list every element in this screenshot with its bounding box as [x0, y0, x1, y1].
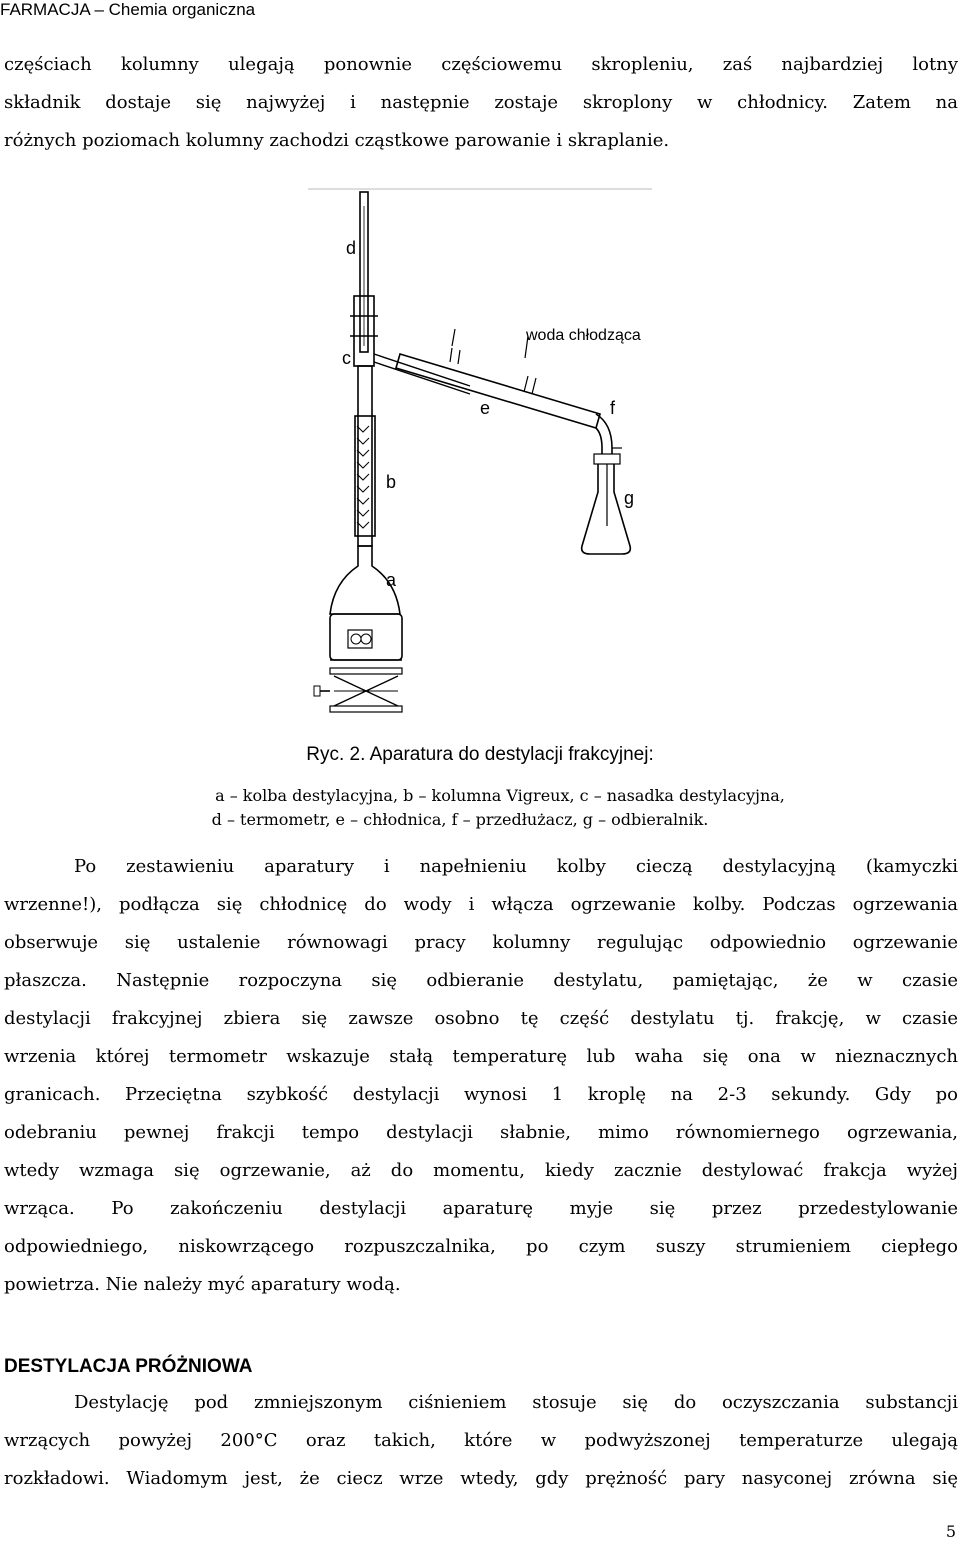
section-line-3: rozkładowi. Wiadomym jest, że ciecz wrze wtedy, gdy prężność pary nasyconej zrówna się [4, 1468, 958, 1489]
body-line-6: wrzenia której termometr wskazuje stałą temperaturę lub waha się ona w nieznacznych [4, 1046, 958, 1067]
label-c: c [342, 348, 351, 368]
body-line-11: odpowiedniego, niskowrzącego rozpuszczalnika, po czym suszy strumieniem ciepłego [4, 1236, 958, 1257]
label-d: d [346, 238, 357, 258]
body-line-2: wrzenne!), podłącza się chłodnicę do wody i włącza ogrzewanie kolby. Podczas ogrzewania [4, 894, 958, 915]
condenser [396, 354, 600, 428]
figure-caption-title: Ryc. 2. Aparatura do destylacji frakcyjnej: [306, 744, 654, 765]
section-title: DESTYLACJA PRÓŻNIOWA [4, 1356, 253, 1377]
body-line-3: obserwuje się ustalenie równowagi pracy kolumny regulując odpowiednio ogrzewanie [4, 932, 958, 953]
body-line-5: destylacji frakcyjnej zbiera się zawsze osobno tę część destylatu tj. frakcję, w czasie [4, 1008, 958, 1029]
page-number: 5 [945, 1522, 956, 1541]
section-line-2: wrzących powyżej 200°C oraz takich, które w podwyższonej temperaturze ulegają [4, 1430, 958, 1451]
label-g: g [624, 488, 635, 508]
body-line-7: granicach. Przeciętna szybkość destylacji wynosi 1 kroplę na 2-3 sekundy. Gdy po [4, 1084, 958, 1105]
label-e: e [480, 398, 491, 418]
body-line-1: Po zestawieniu aparatury i napełnieniu kolby cieczą destylacyjną (kamyczki [74, 856, 958, 877]
intro-line-3: różnych poziomach kolumny zachodzi cząstkowe parowanie i skraplanie. [4, 130, 670, 151]
figure-caption-line-1: a – kolba destylacyjna, b – kolumna Vigreux, c – nasadka destylacyjna, [215, 786, 785, 805]
label-cooling-water: woda chłodząca [526, 327, 641, 344]
distillation-apparatus-figure [300, 186, 660, 726]
label-f: f [610, 398, 616, 418]
body-line-4: płaszcza. Następnie rozpoczyna się odbieranie destylatu, pamiętając, że w czasie [4, 970, 958, 991]
figure-caption-line-2: d – termometr, e – chłodnica, f – przedłużacz, g – odbieralnik. [211, 810, 709, 829]
heating-mantle [330, 614, 402, 660]
vigreux-column [358, 366, 372, 546]
body-line-10: wrząca. Po zakończeniu destylacji aparaturę myje się przez przedestylowanie [4, 1198, 958, 1219]
body-line-8: odebraniu pewnej frakcji tempo destylacji słabnie, mimo równomiernego ogrzewania, [4, 1122, 958, 1143]
label-a: a [386, 570, 397, 590]
intro-line-1: częściach kolumny ulegają ponownie częściowemu skropleniu, zaś najbardziej lotny [4, 54, 958, 75]
body-line-9: wtedy wzmaga się ogrzewanie, aż do momentu, kiedy zacznie destylować frakcja wyżej [4, 1160, 958, 1181]
body-line-12: powietrza. Nie należy myć aparatury wodą. [4, 1274, 401, 1295]
section-line-1: Destylację pod zmniejszonym ciśnieniem stosuje się do oczyszczania substancji [74, 1392, 958, 1413]
receiver-flask [582, 464, 631, 554]
intro-line-2: składnik dostaje się najwyżej i następnie zostaje skroplony w chłodnicy. Zatem na [4, 92, 958, 113]
page-header: FARMACJA – Chemia organiczna [0, 0, 256, 19]
label-b: b [386, 472, 397, 492]
